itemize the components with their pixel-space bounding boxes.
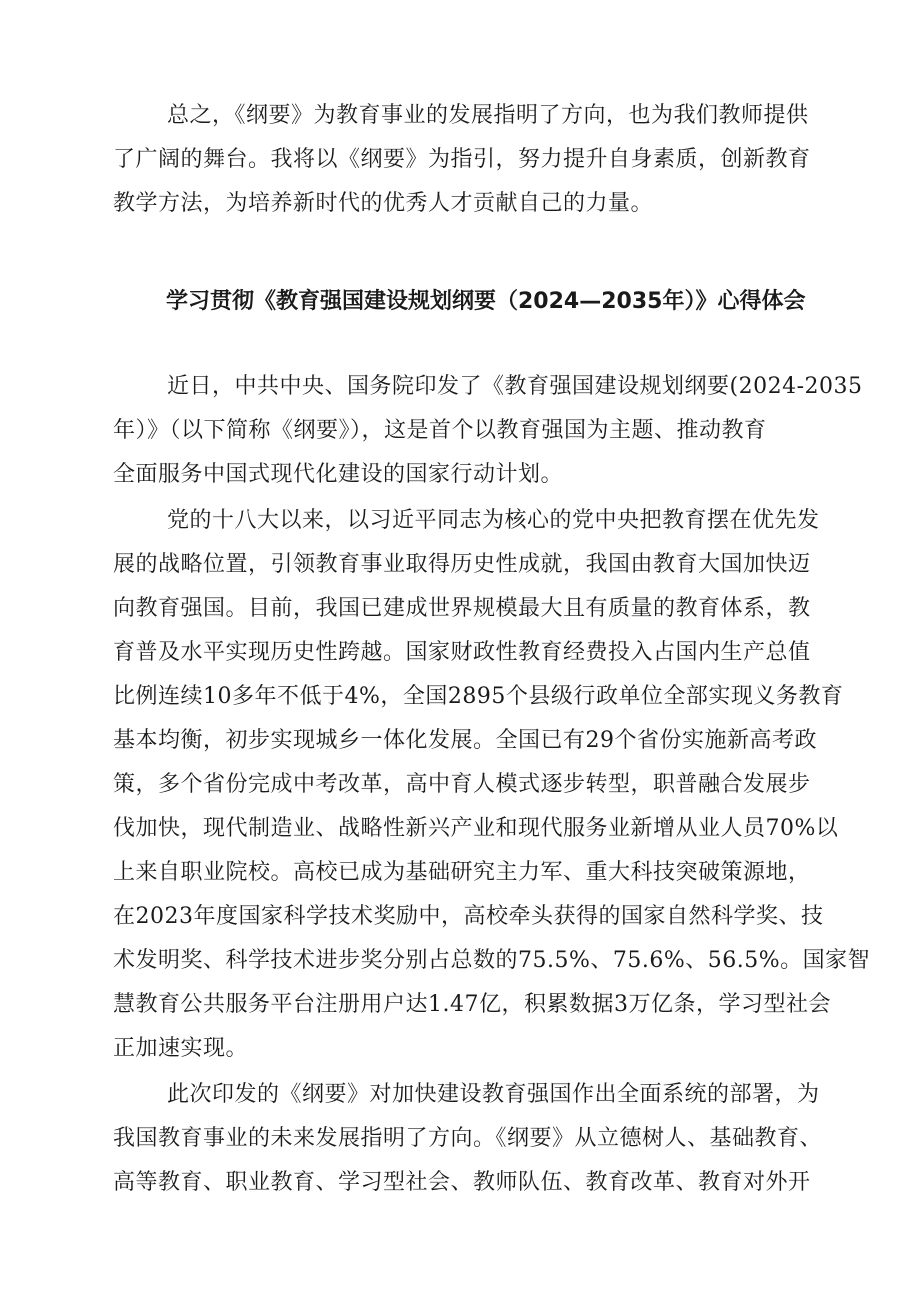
paragraph2-line-12: 慧教育公共服务平台注册用户达1.47亿，积累数据3万亿条，学习型社会 (113, 992, 831, 1017)
paragraph1-line-3: 全面服务中国式现代化建设的国家行动计划。 (113, 462, 564, 487)
paragraph2-line-3: 向教育强国。目前，我国已建成世界规模最大且有质量的教育体系，教 (113, 596, 811, 621)
paragraph1-line-1: 近日，中共中央、国务院印发了《教育强国建设规划纲要(2024-2035 (167, 374, 863, 399)
paragraph3-line-3: 高等教育、职业教育、学习型社会、教师队伍、教育改革、教育对外开 (113, 1170, 811, 1195)
paragraph2-line-10: 在2023年度国家科学技术奖励中，高校牵头获得的国家自然科学奖、技 (113, 904, 824, 929)
conclusion-line-1: 总之，《纲要》为教育事业的发展指明了方向，也为我们教师提供 (167, 103, 809, 128)
paragraph2-line-1: 党的十八大以来，以习近平同志为核心的党中央把教育摆在优先发 (167, 508, 820, 533)
article-title: 学习贯彻《教育强国建设规划纲要（2024—2035年）》心得体会 (166, 289, 806, 314)
paragraph2-line-6: 基本均衡，初步实现城乡一体化发展。全国已有29个省份实施新高考政 (113, 728, 817, 753)
paragraph1-line-2: 年）》（以下简称《纲要》），这是首个以教育强国为主题、推动教育 (113, 418, 767, 443)
paragraph3-line-2: 我国教育事业的未来发展指明了方向。《纲要》从立德树人、基础教育、 (113, 1126, 823, 1151)
paragraph2-line-2: 展的战略位置，引领教育事业取得历史性成就，我国由教育大国加快迈 (113, 552, 811, 577)
paragraph2-line-8: 伐加快，现代制造业、战略性新兴产业和现代服务业新增从业人员70%以 (113, 816, 839, 841)
paragraph2-line-9: 上来自职业院校。高校已成为基础研究主力军、重大科技突破策源地， (113, 860, 811, 885)
paragraph2-line-4: 育普及水平实现历史性跨越。国家财政性教育经费投入占国内生产总值 (113, 640, 811, 665)
paragraph2-line-7: 策，多个省份完成中考改革，高中育人模式逐步转型，职普融合发展步 (113, 772, 811, 797)
conclusion-line-3: 教学方法，为培养新时代的优秀人才贡献自己的力量。 (113, 191, 654, 216)
paragraph2-line-13: 正加速实现。 (113, 1036, 249, 1061)
conclusion-line-2: 了广阔的舞台。我将以《纲要》为指引，努力提升自身素质，创新教育 (113, 147, 811, 172)
paragraph2-line-11: 术发明奖、科学技术进步奖分别占总数的75.5%、75.6%、56.5%。国家智 (113, 948, 871, 973)
paragraph3-line-1: 此次印发的《纲要》对加快建设教育强国作出全面系统的部署，为 (167, 1082, 820, 1107)
paragraph2-line-5: 比例连续10多年不低于4%，全国2895个县级行政单位全部实现义务教育 (113, 684, 844, 709)
